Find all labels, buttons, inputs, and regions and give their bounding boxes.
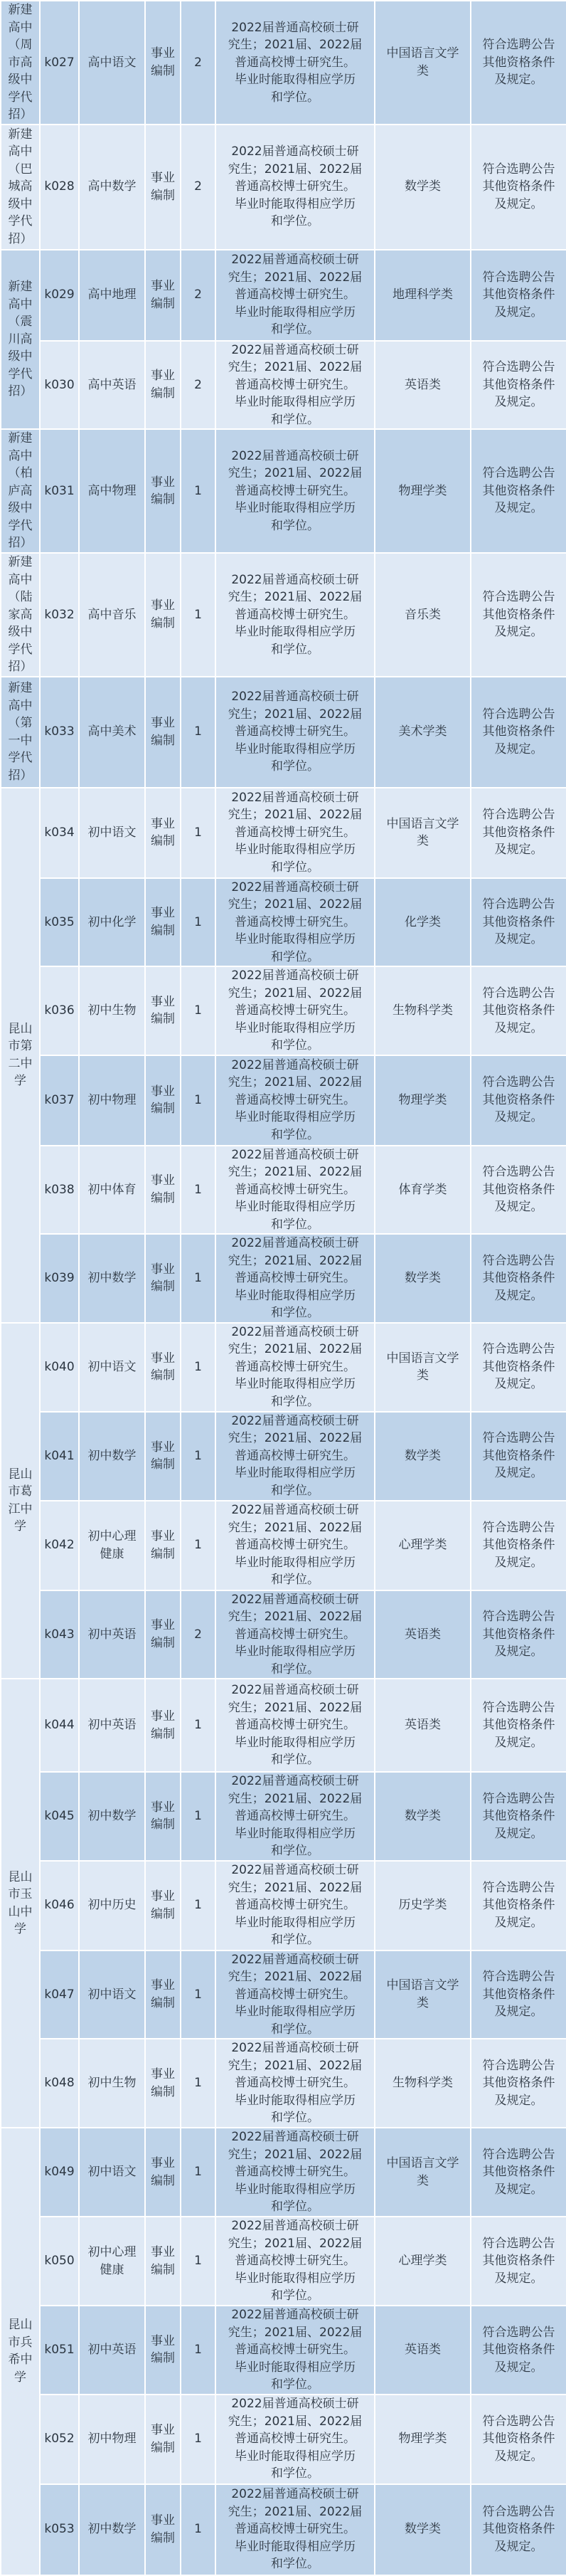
headcount-cell: 1 xyxy=(181,677,215,788)
employment-type-cell: 事业 编制 xyxy=(145,2484,181,2575)
employment-type-cell: 事业 编制 xyxy=(145,2039,181,2128)
employment-type-cell: 事业 编制 xyxy=(145,1055,181,1146)
other-conditions-cell: 符合选聘公告 其他资格条件 及规定。 xyxy=(471,553,566,677)
requirement-cell: 2022届普通高校硕士研 究生；2021届、2022届 普通高校博士研究生。 毕业时能取得相应学历 和学位。 xyxy=(215,1412,375,1501)
other-conditions-cell: 符合选聘公告 其他资格条件 及规定。 xyxy=(471,1861,566,1951)
position-code-cell: k051 xyxy=(40,2306,79,2395)
other-conditions-cell: 符合选聘公告 其他资格条件 及规定。 xyxy=(471,878,566,967)
employment-type-cell: 事业 编制 xyxy=(145,1590,181,1679)
requirement-cell: 2022届普通高校硕士研 究生；2021届、2022届 普通高校博士研究生。 毕业时能取得相应学历 和学位。 xyxy=(215,1951,375,2039)
employment-type-cell: 事业 编制 xyxy=(145,1323,181,1412)
school-cell: 昆山 市玉 山中 学 xyxy=(1,1679,40,2128)
requirement-cell: 2022届普通高校硕士研 究生；2021届、2022届 普通高校博士研究生。 毕业时能取得相应学历 和学位。 xyxy=(215,788,375,878)
headcount-cell: 1 xyxy=(181,1234,215,1323)
table-row xyxy=(1,1679,566,1772)
table-row xyxy=(1,2395,566,2484)
table-row xyxy=(1,1234,566,1323)
position-code-cell: k043 xyxy=(40,1590,79,1679)
school-cell: 新建 高中 （巴 城高 级中 学代 招） xyxy=(1,125,40,250)
other-conditions-cell: 符合选聘公告 其他资格条件 及规定。 xyxy=(471,250,566,341)
headcount-cell: 1 xyxy=(181,1323,215,1412)
requirement-cell: 2022届普通高校硕士研 究生；2021届、2022届 普通高校博士研究生。 毕业时能取得相应学历 和学位。 xyxy=(215,878,375,967)
position-code-cell: k048 xyxy=(40,2039,79,2128)
major-category-cell: 英语类 xyxy=(375,1679,471,1772)
other-conditions-cell: 符合选聘公告 其他资格条件 及规定。 xyxy=(471,341,566,430)
table-row xyxy=(1,1501,566,1590)
requirement-cell: 2022届普通高校硕士研 究生；2021届、2022届 普通高校博士研究生。 毕业时能取得相应学历 和学位。 xyxy=(215,1861,375,1951)
major-category-cell: 生物科学类 xyxy=(375,2039,471,2128)
position-code-cell: k027 xyxy=(40,1,79,125)
position-name-cell: 初中数学 xyxy=(79,1412,145,1501)
position-name-cell: 初中历史 xyxy=(79,1861,145,1951)
headcount-cell: 1 xyxy=(181,966,215,1055)
school-cell: 新建 高中 （柏 庐高 级中 学代 招） xyxy=(1,429,40,553)
position-name-cell: 初中英语 xyxy=(79,2306,145,2395)
major-category-cell: 数学类 xyxy=(375,1234,471,1323)
table-row xyxy=(1,1146,566,1235)
position-name-cell: 初中化学 xyxy=(79,878,145,967)
position-name-cell: 初中物理 xyxy=(79,2395,145,2484)
other-conditions-cell: 符合选聘公告 其他资格条件 及规定。 xyxy=(471,2039,566,2128)
headcount-cell: 1 xyxy=(181,2306,215,2395)
position-name-cell: 高中音乐 xyxy=(79,553,145,677)
employment-type-cell: 事业 编制 xyxy=(145,1861,181,1951)
position-name-cell: 初中物理 xyxy=(79,1055,145,1146)
position-code-cell: k036 xyxy=(40,966,79,1055)
table-row xyxy=(1,250,566,341)
position-code-cell: k044 xyxy=(40,1679,79,1772)
major-category-cell: 美术学类 xyxy=(375,677,471,788)
table-row xyxy=(1,1861,566,1951)
position-code-cell: k049 xyxy=(40,2128,79,2217)
other-conditions-cell: 符合选聘公告 其他资格条件 及规定。 xyxy=(471,1146,566,1235)
position-code-cell: k050 xyxy=(40,2217,79,2306)
table-row xyxy=(1,2306,566,2395)
other-conditions-cell: 符合选聘公告 其他资格条件 及规定。 xyxy=(471,1590,566,1679)
requirement-cell: 2022届普通高校硕士研 究生；2021届、2022届 普通高校博士研究生。 毕业时能取得相应学历 和学位。 xyxy=(215,1055,375,1146)
other-conditions-cell: 符合选聘公告 其他资格条件 及规定。 xyxy=(471,1951,566,2039)
employment-type-cell: 事业 编制 xyxy=(145,125,181,250)
major-category-cell: 数学类 xyxy=(375,1772,471,1861)
table-row xyxy=(1,2039,566,2128)
table-row xyxy=(1,1590,566,1679)
headcount-cell: 1 xyxy=(181,1501,215,1590)
other-conditions-cell: 符合选聘公告 其他资格条件 及规定。 xyxy=(471,1679,566,1772)
major-category-cell: 体育学类 xyxy=(375,1146,471,1235)
major-category-cell: 数学类 xyxy=(375,125,471,250)
requirement-cell: 2022届普通高校硕士研 究生；2021届、2022届 普通高校博士研究生。 毕业时能取得相应学历 和学位。 xyxy=(215,250,375,341)
requirement-cell: 2022届普通高校硕士研 究生；2021届、2022届 普通高校博士研究生。 毕业时能取得相应学历 和学位。 xyxy=(215,125,375,250)
major-category-cell: 中国语言文学 类 xyxy=(375,1323,471,1412)
position-code-cell: k040 xyxy=(40,1323,79,1412)
major-category-cell: 物理学类 xyxy=(375,429,471,553)
employment-type-cell: 事业 编制 xyxy=(145,250,181,341)
headcount-cell: 1 xyxy=(181,878,215,967)
table-row xyxy=(1,788,566,878)
position-name-cell: 初中语文 xyxy=(79,1951,145,2039)
table-row xyxy=(1,1,566,125)
requirement-cell: 2022届普通高校硕士研 究生；2021届、2022届 普通高校博士研究生。 毕业时能取得相应学历 和学位。 xyxy=(215,1772,375,1861)
other-conditions-cell: 符合选聘公告 其他资格条件 及规定。 xyxy=(471,2484,566,2575)
position-code-cell: k032 xyxy=(40,553,79,677)
table-row xyxy=(1,553,566,677)
headcount-cell: 1 xyxy=(181,1055,215,1146)
employment-type-cell: 事业 编制 xyxy=(145,1501,181,1590)
employment-type-cell: 事业 编制 xyxy=(145,341,181,430)
headcount-cell: 1 xyxy=(181,788,215,878)
employment-type-cell: 事业 编制 xyxy=(145,677,181,788)
employment-type-cell: 事业 编制 xyxy=(145,2128,181,2217)
position-code-cell: k035 xyxy=(40,878,79,967)
position-name-cell: 高中语文 xyxy=(79,1,145,125)
position-code-cell: k034 xyxy=(40,788,79,878)
school-cell: 新建 高中 （周 市高 级中 学代 招） xyxy=(1,1,40,125)
requirement-cell: 2022届普通高校硕士研 究生；2021届、2022届 普通高校博士研究生。 毕业时能取得相应学历 和学位。 xyxy=(215,429,375,553)
position-code-cell: k042 xyxy=(40,1501,79,1590)
requirement-cell: 2022届普通高校硕士研 究生；2021届、2022届 普通高校博士研究生。 毕业时能取得相应学历 和学位。 xyxy=(215,2484,375,2575)
headcount-cell: 2 xyxy=(181,341,215,430)
requirement-cell: 2022届普通高校硕士研 究生；2021届、2022届 普通高校博士研究生。 毕业时能取得相应学历 和学位。 xyxy=(215,1323,375,1412)
table-row xyxy=(1,125,566,250)
major-category-cell: 地理科学类 xyxy=(375,250,471,341)
requirement-cell: 2022届普通高校硕士研 究生；2021届、2022届 普通高校博士研究生。 毕业时能取得相应学历 和学位。 xyxy=(215,2306,375,2395)
employment-type-cell: 事业 编制 xyxy=(145,1412,181,1501)
major-category-cell: 英语类 xyxy=(375,2306,471,2395)
headcount-cell: 1 xyxy=(181,1679,215,1772)
other-conditions-cell: 符合选聘公告 其他资格条件 及规定。 xyxy=(471,677,566,788)
employment-type-cell: 事业 编制 xyxy=(145,1,181,125)
requirement-cell: 2022届普通高校硕士研 究生；2021届、2022届 普通高校博士研究生。 毕业时能取得相应学历 和学位。 xyxy=(215,677,375,788)
position-name-cell: 初中数学 xyxy=(79,1234,145,1323)
headcount-cell: 1 xyxy=(181,1861,215,1951)
table-row xyxy=(1,1323,566,1412)
headcount-cell: 1 xyxy=(181,2484,215,2575)
headcount-cell: 1 xyxy=(181,429,215,553)
employment-type-cell: 事业 编制 xyxy=(145,1772,181,1861)
headcount-cell: 1 xyxy=(181,2039,215,2128)
employment-type-cell: 事业 编制 xyxy=(145,788,181,878)
school-cell: 昆山 市兵 希中 学 xyxy=(1,2128,40,2575)
employment-type-cell: 事业 编制 xyxy=(145,429,181,553)
major-category-cell: 物理学类 xyxy=(375,1055,471,1146)
headcount-cell: 1 xyxy=(181,1412,215,1501)
position-name-cell: 高中数学 xyxy=(79,125,145,250)
headcount-cell: 1 xyxy=(181,553,215,677)
position-name-cell: 初中生物 xyxy=(79,2039,145,2128)
position-code-cell: k038 xyxy=(40,1146,79,1235)
position-code-cell: k033 xyxy=(40,677,79,788)
table-row xyxy=(1,341,566,430)
other-conditions-cell: 符合选聘公告 其他资格条件 及规定。 xyxy=(471,788,566,878)
requirement-cell: 2022届普通高校硕士研 究生；2021届、2022届 普通高校博士研究生。 毕业时能取得相应学历 和学位。 xyxy=(215,1501,375,1590)
employment-type-cell: 事业 编制 xyxy=(145,1146,181,1235)
other-conditions-cell: 符合选聘公告 其他资格条件 及规定。 xyxy=(471,2395,566,2484)
requirement-cell: 2022届普通高校硕士研 究生；2021届、2022届 普通高校博士研究生。 毕业时能取得相应学历 和学位。 xyxy=(215,2395,375,2484)
requirement-cell: 2022届普通高校硕士研 究生；2021届、2022届 普通高校博士研究生。 毕业时能取得相应学历 和学位。 xyxy=(215,1,375,125)
requirement-cell: 2022届普通高校硕士研 究生；2021届、2022届 普通高校博士研究生。 毕业时能取得相应学历 和学位。 xyxy=(215,966,375,1055)
headcount-cell: 2 xyxy=(181,1,215,125)
position-name-cell: 高中美术 xyxy=(79,677,145,788)
position-code-cell: k047 xyxy=(40,1951,79,2039)
table-row xyxy=(1,429,566,553)
school-cell: 新建 高中 （震 川高 级中 学代 招） xyxy=(1,250,40,430)
position-code-cell: k028 xyxy=(40,125,79,250)
major-category-cell: 心理学类 xyxy=(375,1501,471,1590)
employment-type-cell: 事业 编制 xyxy=(145,878,181,967)
position-name-cell: 高中物理 xyxy=(79,429,145,553)
requirement-cell: 2022届普通高校硕士研 究生；2021届、2022届 普通高校博士研究生。 毕业时能取得相应学历 和学位。 xyxy=(215,2039,375,2128)
headcount-cell: 1 xyxy=(181,1951,215,2039)
position-name-cell: 初中心理 健康 xyxy=(79,2217,145,2306)
table-row xyxy=(1,1412,566,1501)
employment-type-cell: 事业 编制 xyxy=(145,966,181,1055)
major-category-cell: 中国语言文学 类 xyxy=(375,1951,471,2039)
other-conditions-cell: 符合选聘公告 其他资格条件 及规定。 xyxy=(471,1234,566,1323)
requirement-cell: 2022届普通高校硕士研 究生；2021届、2022届 普通高校博士研究生。 毕业时能取得相应学历 和学位。 xyxy=(215,341,375,430)
position-name-cell: 初中英语 xyxy=(79,1679,145,1772)
school-cell: 昆山 市葛 江中 学 xyxy=(1,1323,40,1679)
position-code-cell: k041 xyxy=(40,1412,79,1501)
employment-type-cell: 事业 编制 xyxy=(145,1234,181,1323)
major-category-cell: 数学类 xyxy=(375,2484,471,2575)
headcount-cell: 2 xyxy=(181,250,215,341)
other-conditions-cell: 符合选聘公告 其他资格条件 及规定。 xyxy=(471,2306,566,2395)
employment-type-cell: 事业 编制 xyxy=(145,2217,181,2306)
table-row xyxy=(1,677,566,788)
other-conditions-cell: 符合选聘公告 其他资格条件 及规定。 xyxy=(471,429,566,553)
headcount-cell: 1 xyxy=(181,1772,215,1861)
position-name-cell: 初中生物 xyxy=(79,966,145,1055)
employment-type-cell: 事业 编制 xyxy=(145,1951,181,2039)
table-row xyxy=(1,1772,566,1861)
requirement-cell: 2022届普通高校硕士研 究生；2021届、2022届 普通高校博士研究生。 毕业时能取得相应学历 和学位。 xyxy=(215,553,375,677)
major-category-cell: 中国语言文学 类 xyxy=(375,1,471,125)
other-conditions-cell: 符合选聘公告 其他资格条件 及规定。 xyxy=(471,1412,566,1501)
table-row xyxy=(1,1055,566,1146)
school-cell: 昆山 市第 二中 学 xyxy=(1,788,40,1323)
major-category-cell: 物理学类 xyxy=(375,2395,471,2484)
position-name-cell: 初中心理 健康 xyxy=(79,1501,145,1590)
headcount-cell: 1 xyxy=(181,2395,215,2484)
position-name-cell: 高中地理 xyxy=(79,250,145,341)
major-category-cell: 中国语言文学 类 xyxy=(375,2128,471,2217)
position-name-cell: 初中语文 xyxy=(79,1323,145,1412)
headcount-cell: 1 xyxy=(181,2217,215,2306)
table-row xyxy=(1,2484,566,2575)
employment-type-cell: 事业 编制 xyxy=(145,2306,181,2395)
table-row xyxy=(1,878,566,967)
position-code-cell: k037 xyxy=(40,1055,79,1146)
major-category-cell: 英语类 xyxy=(375,1590,471,1679)
major-category-cell: 心理学类 xyxy=(375,2217,471,2306)
requirement-cell: 2022届普通高校硕士研 究生；2021届、2022届 普通高校博士研究生。 毕业时能取得相应学历 和学位。 xyxy=(215,2128,375,2217)
other-conditions-cell: 符合选聘公告 其他资格条件 及规定。 xyxy=(471,1,566,125)
other-conditions-cell: 符合选聘公告 其他资格条件 及规定。 xyxy=(471,1055,566,1146)
requirement-cell: 2022届普通高校硕士研 究生；2021届、2022届 普通高校博士研究生。 毕业时能取得相应学历 和学位。 xyxy=(215,1234,375,1323)
employment-type-cell: 事业 编制 xyxy=(145,2395,181,2484)
position-name-cell: 初中数学 xyxy=(79,2484,145,2575)
position-name-cell: 初中语文 xyxy=(79,2128,145,2217)
headcount-cell: 2 xyxy=(181,125,215,250)
requirement-cell: 2022届普通高校硕士研 究生；2021届、2022届 普通高校博士研究生。 毕业时能取得相应学历 和学位。 xyxy=(215,1146,375,1235)
headcount-cell: 1 xyxy=(181,1146,215,1235)
requirement-cell: 2022届普通高校硕士研 究生；2021届、2022届 普通高校博士研究生。 毕业时能取得相应学历 和学位。 xyxy=(215,2217,375,2306)
requirement-cell: 2022届普通高校硕士研 究生；2021届、2022届 普通高校博士研究生。 毕业时能取得相应学历 和学位。 xyxy=(215,1590,375,1679)
requirement-cell: 2022届普通高校硕士研 究生；2021届、2022届 普通高校博士研究生。 毕业时能取得相应学历 和学位。 xyxy=(215,1679,375,1772)
major-category-cell: 数学类 xyxy=(375,1412,471,1501)
position-name-cell: 高中英语 xyxy=(79,341,145,430)
headcount-cell: 1 xyxy=(181,2128,215,2217)
position-code-cell: k029 xyxy=(40,250,79,341)
other-conditions-cell: 符合选聘公告 其他资格条件 及规定。 xyxy=(471,966,566,1055)
position-name-cell: 初中体育 xyxy=(79,1146,145,1235)
position-code-cell: k052 xyxy=(40,2395,79,2484)
other-conditions-cell: 符合选聘公告 其他资格条件 及规定。 xyxy=(471,2217,566,2306)
table-row xyxy=(1,966,566,1055)
table-row xyxy=(1,2217,566,2306)
other-conditions-cell: 符合选聘公告 其他资格条件 及规定。 xyxy=(471,1501,566,1590)
position-code-cell: k045 xyxy=(40,1772,79,1861)
position-code-cell: k053 xyxy=(40,2484,79,2575)
position-code-cell: k030 xyxy=(40,341,79,430)
employment-type-cell: 事业 编制 xyxy=(145,1679,181,1772)
other-conditions-cell: 符合选聘公告 其他资格条件 及规定。 xyxy=(471,2128,566,2217)
table-row xyxy=(1,1951,566,2039)
employment-type-cell: 事业 编制 xyxy=(145,553,181,677)
position-code-cell: k039 xyxy=(40,1234,79,1323)
other-conditions-cell: 符合选聘公告 其他资格条件 及规定。 xyxy=(471,1323,566,1412)
major-category-cell: 化学类 xyxy=(375,878,471,967)
position-name-cell: 初中数学 xyxy=(79,1772,145,1861)
major-category-cell: 历史学类 xyxy=(375,1861,471,1951)
position-name-cell: 初中语文 xyxy=(79,788,145,878)
position-name-cell: 初中英语 xyxy=(79,1590,145,1679)
school-cell: 新建 高中 （陆 家高 级中 学代 招） xyxy=(1,553,40,677)
other-conditions-cell: 符合选聘公告 其他资格条件 及规定。 xyxy=(471,1772,566,1861)
position-code-cell: k046 xyxy=(40,1861,79,1951)
major-category-cell: 生物科学类 xyxy=(375,966,471,1055)
major-category-cell: 音乐类 xyxy=(375,553,471,677)
other-conditions-cell: 符合选聘公告 其他资格条件 及规定。 xyxy=(471,125,566,250)
table-row xyxy=(1,2128,566,2217)
school-cell: 新建 高中 （第 一中 学代 招） xyxy=(1,677,40,788)
headcount-cell: 2 xyxy=(181,1590,215,1679)
position-code-cell: k031 xyxy=(40,429,79,553)
major-category-cell: 英语类 xyxy=(375,341,471,430)
major-category-cell: 中国语言文学 类 xyxy=(375,788,471,878)
